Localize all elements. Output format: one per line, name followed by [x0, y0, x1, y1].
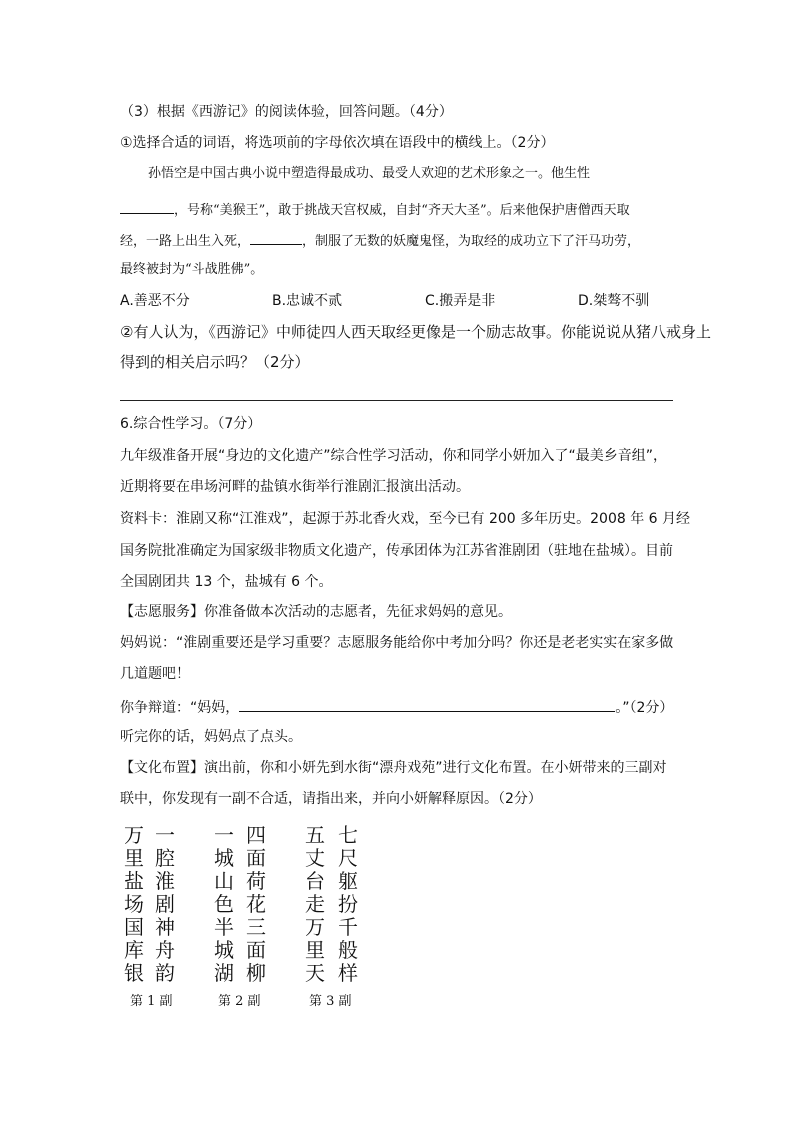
answer-blank-2[interactable] — [250, 229, 302, 245]
passage-line-2 — [120, 198, 630, 221]
q6-intro-line-1: 九年级准备开展“身边的文化遗产”综合性学习活动，你和同学小妍加入了“最美乡音组”， — [120, 448, 668, 464]
couplet-char: 五 — [305, 823, 325, 847]
passage-line-1: 孙悟空是中国古典小说中塑造得最成功、最受人欢迎的艺术形象之一。他生性 — [148, 166, 591, 181]
couplet-char: 荷 — [246, 869, 266, 893]
volunteer-section: 【志愿服务】你准备做本次活动的志愿者，先征求妈妈的意见。 — [120, 604, 512, 620]
couplet-char: 里 — [124, 846, 144, 870]
decor-line-2: 联中，你发现有一副不合适，请指出来，并向小妍解释原因。（2分） — [120, 791, 542, 807]
couplet-char: 扮 — [338, 892, 358, 916]
q6-heading: 6.综合性学习。（7分） — [120, 416, 262, 432]
reply-line — [120, 696, 673, 718]
couplet-char: 丈 — [305, 846, 325, 870]
couplet-char: 七 — [338, 823, 358, 847]
couplet-char: 银 — [124, 961, 144, 985]
couplet-char: 般 — [338, 938, 358, 962]
passage-line-3 — [120, 229, 640, 252]
info-card-line-3: 全国剧团共 13 个，盐城有 6 个。 — [120, 574, 333, 590]
couplet-char: 面 — [246, 938, 266, 962]
q3-part2-line-2: 得到的相关启示吗？（2分） — [120, 353, 310, 371]
couplet-char: 半 — [214, 915, 234, 939]
couplet-char: 四 — [246, 823, 266, 847]
couplet-3-left-line — [303, 824, 327, 985]
mom-says-line-1: 妈妈说：“淮剧重要还是学习重要？志愿服务能给你中考加分吗？你还是老老实实在家多做 — [120, 635, 674, 651]
option-c: C.搬弄是非 — [425, 293, 496, 309]
info-card-line-2: 国务院批准确定为国家级非物质文化遗产，传承团体为江苏省淮剧团（驻地在盐城）。目前 — [120, 543, 673, 559]
couplet-char: 一 — [214, 823, 234, 847]
reply-lead: 你争辩道：“妈妈， — [120, 700, 240, 716]
passage-line-3-lead: 经，一路上出生入死， — [120, 234, 251, 249]
passage-line-2-text: ，号称“美猴王”，敢于挑战天宫权威，自封“齐天大圣”。后来他保护唐僧西天取 — [174, 203, 630, 218]
couplet-char: 天 — [305, 961, 325, 985]
option-a: A.善恶不分 — [120, 293, 190, 309]
couplet-char: 舟 — [155, 938, 175, 962]
option-b: B.忠诚不贰 — [272, 293, 343, 309]
info-card-line-1: 资料卡：淮剧又称“江淮戏”，起源于苏北香火戏，至今已有 200 多年历史。2008 年 6 月经 — [120, 511, 691, 527]
couplet-char: 台 — [305, 869, 325, 893]
couplet-char: 腔 — [155, 846, 175, 870]
couplet-char: 国 — [124, 915, 144, 939]
answer-blank-1[interactable] — [120, 198, 174, 214]
couplet-char: 万 — [124, 823, 144, 847]
couplet-char: 山 — [214, 869, 234, 893]
couplet-char: 尺 — [338, 846, 358, 870]
couplet-2-caption: 第 2 副 — [218, 994, 261, 1009]
couplet-char: 淮 — [155, 869, 175, 893]
couplet-char: 库 — [124, 938, 144, 962]
mom-says-line-2: 几道题吧！ — [120, 666, 190, 682]
couplet-char: 走 — [305, 892, 325, 916]
couplet-char: 色 — [214, 892, 234, 916]
couplet-3-caption: 第 3 副 — [309, 994, 352, 1009]
q3-part2-line-1: ②有人认为，《西游记》中师徒四人西天取经更像是一个励志故事。你能说说从猪八戒身上 — [120, 323, 711, 341]
passage-line-4: 最终被封为“斗战胜佛”。 — [120, 262, 264, 277]
mom-nod-line: 听完你的话，妈妈点了点头。 — [120, 729, 302, 745]
couplet-char: 韵 — [155, 961, 175, 985]
q3-part1-heading: ①选择合适的词语，将选项前的字母依次填在语段中的横线上。（2分） — [120, 135, 555, 151]
couplet-char: 花 — [246, 892, 266, 916]
couplet-char: 盐 — [124, 869, 144, 893]
q6-intro-line-2: 近期将要在串场河畔的盐镇水街举行淮剧汇报演出活动。 — [120, 479, 470, 495]
couplet-char: 一 — [155, 823, 175, 847]
decor-line-1: 【文化布置】演出前，你和小妍先到水街“漂舟戏苑”进行文化布置。在小妍带来的三副对 — [120, 760, 667, 776]
couplet-char: 千 — [338, 915, 358, 939]
couplet-1-caption: 第 1 副 — [130, 994, 173, 1009]
couplet-char: 场 — [124, 892, 144, 916]
couplet-char: 万 — [305, 915, 325, 939]
couplet-char: 神 — [155, 915, 175, 939]
couplet-char: 城 — [214, 846, 234, 870]
couplet-1-left-line — [122, 824, 146, 985]
answer-line[interactable] — [120, 400, 673, 401]
couplet-char: 面 — [246, 846, 266, 870]
passage-line-3-text: ，制服了无数的妖魔鬼怪，为取经的成功立下了汗马功劳， — [302, 234, 641, 249]
couplet-char: 里 — [305, 938, 325, 962]
reply-blank[interactable] — [239, 696, 615, 712]
reply-tail: 。”（2分） — [615, 700, 674, 716]
couplet-char: 城 — [214, 938, 234, 962]
couplet-1-right-line — [153, 824, 177, 985]
couplet-char: 躯 — [338, 869, 358, 893]
couplet-2-right-line — [244, 824, 268, 985]
couplet-char: 三 — [246, 915, 266, 939]
couplet-char: 湖 — [214, 961, 234, 985]
couplet-char: 柳 — [246, 961, 266, 985]
couplet-2-left-line — [212, 824, 236, 985]
couplet-3-right-line — [336, 824, 360, 985]
q3-heading: （3）根据《西游记》的阅读体验，回答问题。（4分） — [120, 104, 453, 120]
couplet-char: 剧 — [155, 892, 175, 916]
couplet-char: 样 — [338, 961, 358, 985]
option-d: D.桀骜不驯 — [578, 293, 650, 309]
